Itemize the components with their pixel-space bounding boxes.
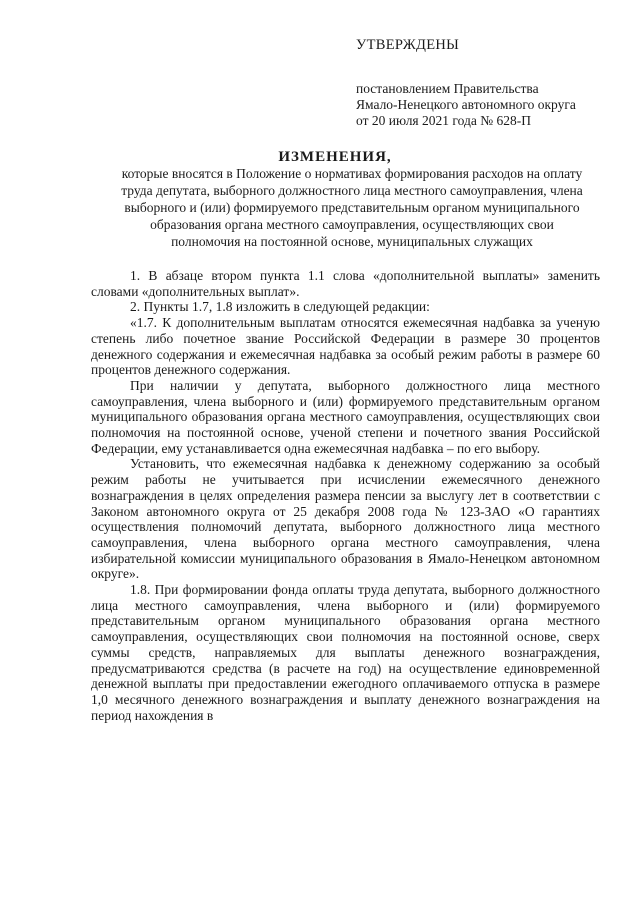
paragraph-degree-title: При наличии у депутата, выборного должностного лица местного самоуправления, члена выборного и (или) формируемого представительным органом муниципального образования органа местного самоуправления, осуществляющих свои полномочия на постоянной основе, ученой степени и почетного звания Российской Федерации, ему устанавливается одна ежемесячная надбавка – по его выбору. (91, 377, 600, 456)
approval-date-line: от 20 июля 2021 года № 628-П (356, 113, 531, 128)
document-body (91, 268, 600, 723)
approval-block (356, 36, 626, 129)
approval-decree-line: постановлением Правительства (356, 81, 539, 96)
subtitle-line: полномочия на постоянной основе, муниципальных служащих (171, 234, 533, 249)
paragraph-1-7: «1.7. К дополнительным выплатам относятся ежемесячная надбавка за ученую степень либо почетное звание Российской Федерации в размере 30 процентов денежного содержания и ежемесячная надбавка за особый режим работы в размере 60 процентов денежного содержания. (91, 315, 600, 378)
paragraph-special-regime: Установить, что ежемесячная надбавка к денежному содержанию за особый режим работы не учитывается при исчислении ежемесячного денежного вознаграждения в целях определения размера пенсии за выслугу лет в соответствии с Законом автономного округа от 25 декабря 2008 года № 123-ЗАО «О гарантиях осуществления полномочий депутата, выборного должностного лица местного самоуправления, члена выборного органа местного самоуправления, члена избирательной комиссии муниципального образования в Ямало-Ненецком автономном округе». (91, 456, 600, 582)
paragraph-item-1: 1. В абзаце втором пункта 1.1 слова «дополнительной выплаты» заменить словами «дополнительных выплат». (91, 268, 600, 299)
document-subtitle (88, 165, 616, 250)
approval-title: УТВЕРЖДЕНЫ (356, 37, 460, 53)
subtitle-line: труда депутата, выборного должностного лица местного самоуправления, члена (121, 183, 583, 198)
paragraph-1-8: 1.8. При формировании фонда оплаты труда депутата, выборного должностного лица местного самоуправления, члена выборного и (или) формируемого представительным органом муниципального образования органа местного самоуправления, осуществляющих свои полномочия на постоянной основе, сверх суммы средств, направляемых для выплаты денежного вознаграждения, предусматриваются средства (в расчете на год) на осуществление единовременной денежной выплаты при предоставлении ежегодного оплачиваемого отпуска в размере 1,0 месячного денежного вознаграждения и выплату денежного вознаграждения на период нахождения в (91, 582, 600, 723)
subtitle-line: которые вносятся в Положение о нормативах формирования расходов на оплату (121, 166, 583, 181)
subtitle-line: образования органа местного самоуправления, осуществляющих свои (150, 217, 554, 232)
approval-region-line: Ямало-Ненецкого автономного округа (356, 97, 576, 112)
document-title: ИЗМЕНЕНИЯ, (278, 149, 392, 165)
paragraph-item-2: 2. Пункты 1.7, 1.8 изложить в следующей редакции: (130, 299, 430, 315)
subtitle-line: выборного и (или) формируемого представительным органом муниципального (124, 200, 580, 215)
